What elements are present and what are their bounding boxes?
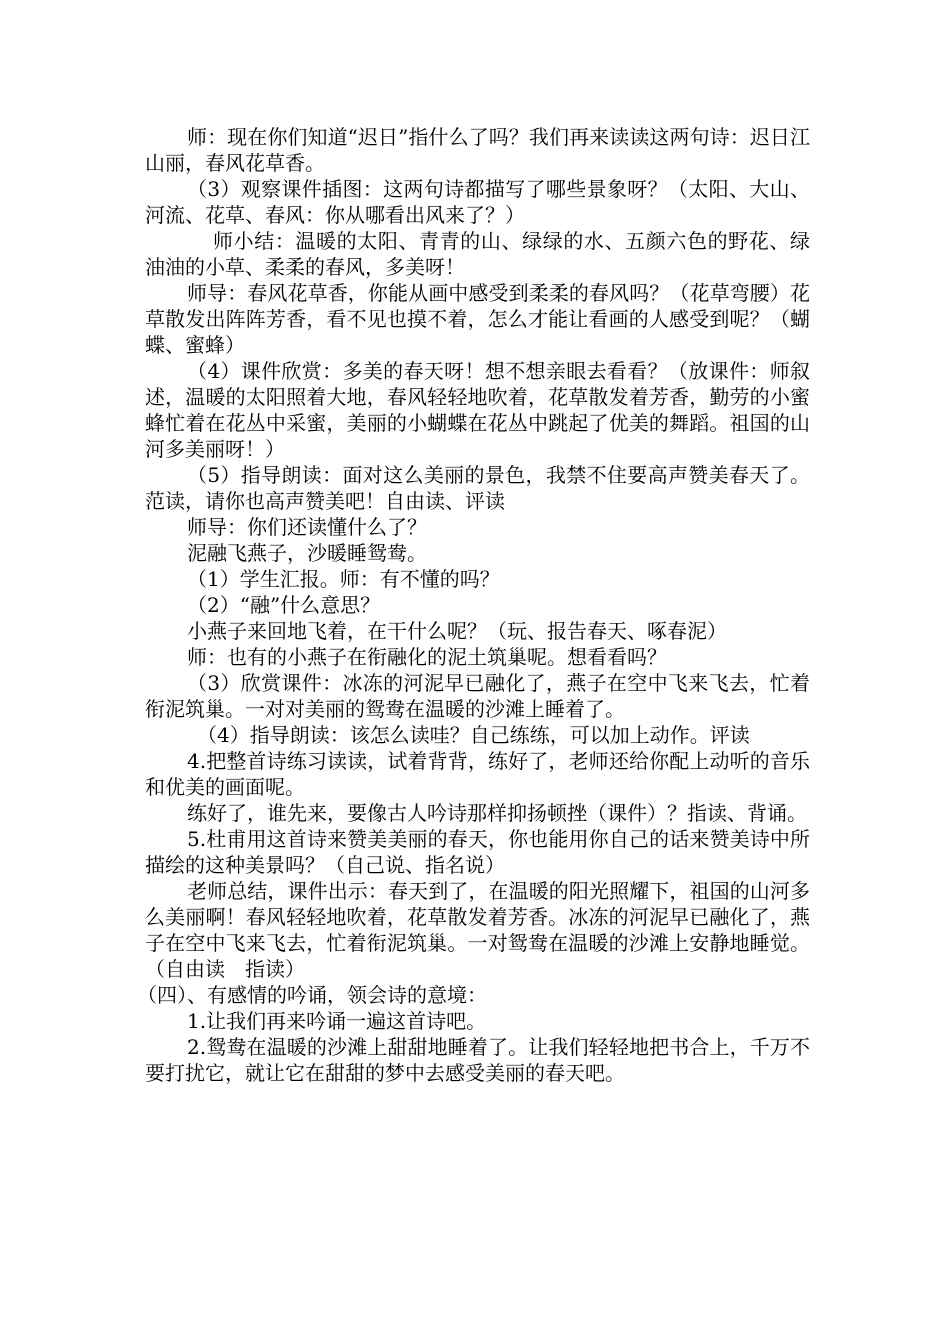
paragraph-teacher-guide-understand: 师导：你们还读懂什么了？ [187, 515, 427, 539]
paragraph-courseware-appreciation: （4）课件欣赏：多美的春天呀！想不想亲眼去看看？（放课件：师叙述，温暖的太阳照着大地，春风轻轻地吹着，花草散发着芳香，勤劳的小蜜蜂忙着在花丛中采蜜，美丽的小蝴蝶在花丛中跳起了优美的舞蹈。祖国的山河多美丽呀！） [145, 359, 810, 461]
paragraph-teacher-question: 师：现在你们知道“迟日”指什么了吗？我们再来读读这两句诗：迟日江山丽，春风花草香。 [145, 125, 810, 175]
paragraph-swallow-nest: 师：也有的小燕子在衔融化的泥土筑巢呢。想看看吗？ [187, 645, 667, 669]
paragraph-teacher-guide-wind: 师导：春风花草香，你能从画中感受到柔柔的春风吗？（花草弯腰）花草散发出阵阵芳香，看不见也摸不着，怎么才能让看画的人感受到呢？（蝴蝶、蜜蜂） [145, 281, 810, 357]
section-heading-four: （四）、有感情的吟诵，领会诗的意境： [137, 983, 487, 1007]
paragraph-courseware-river: （3）欣赏课件：冰冻的河泥早已融化了，燕子在空中飞来飞去，忙着衔泥筑巢。一对对美丽的鸳鸯在温暖的沙滩上睡着了。 [145, 671, 810, 721]
paragraph-teacher-summary: 师小结：温暖的太阳、青青的山、绿绿的水、五颜六色的野花、绿油油的小草、柔柔的春风，多美呀！ [145, 229, 810, 279]
paragraph-recite: 练好了，谁先来，要像古人吟诗那样抑扬顿挫（课件）？指读、背诵。 [187, 801, 807, 825]
paragraph-reading-guidance: （5）指导朗读：面对这么美丽的景色，我禁不住要高声赞美春天了。范读，请你也高声赞美吧！自由读、评读 [145, 463, 810, 513]
paragraph-item-1: 1.让我们再来吟诵一遍这首诗吧。 [187, 1009, 487, 1033]
paragraph-reading-guidance-2: （4）指导朗读：该怎么读哇？自己练练，可以加上动作。评读 [197, 723, 750, 747]
paragraph-step-4: 4.把整首诗练习读读，试着背背，练好了，老师还给你配上动听的音乐和优美的画面呢。 [145, 749, 810, 799]
paragraph-item-2: 2.鸳鸯在温暖的沙滩上甜甜地睡着了。让我们轻轻地把书合上，千万不要打扰它，就让它在甜甜的梦中去感受美丽的春天吧。 [145, 1035, 810, 1085]
paragraph-student-report: （1）学生汇报。师：有不懂的吗？ [187, 567, 500, 591]
paragraph-observe-illustration: （3）观察课件插图：这两句诗都描写了哪些景象呀？（太阳、大山、河流、花草、春风：你从哪看出风来了？） [145, 177, 810, 227]
paragraph-rong-meaning: （2）“融”什么意思？ [187, 593, 381, 617]
document-page [137, 124, 810, 1086]
paragraph-swallow-question: 小燕子来回地飞着，在干什么呢？（玩、报告春天、啄春泥） [187, 619, 727, 643]
paragraph-poem-line: 泥融飞燕子，沙暖睡鸳鸯。 [187, 541, 427, 565]
paragraph-teacher-conclusion: 老师总结，课件出示：春天到了，在温暖的阳光照耀下，祖国的山河多么美丽啊！春风轻轻地吹着，花草散发着芳香。冰冻的河泥早已融化了，燕子在空中飞来飞去，忙着衔泥筑巢。一对鸳鸯在温暖的沙滩上安静地睡觉。（自由读 指读） [145, 879, 810, 981]
paragraph-step-5: 5.杜甫用这首诗来赞美美丽的春天，你也能用你自己的话来赞美诗中所描绘的这种美景吗？（自己说、指名说） [145, 827, 810, 877]
